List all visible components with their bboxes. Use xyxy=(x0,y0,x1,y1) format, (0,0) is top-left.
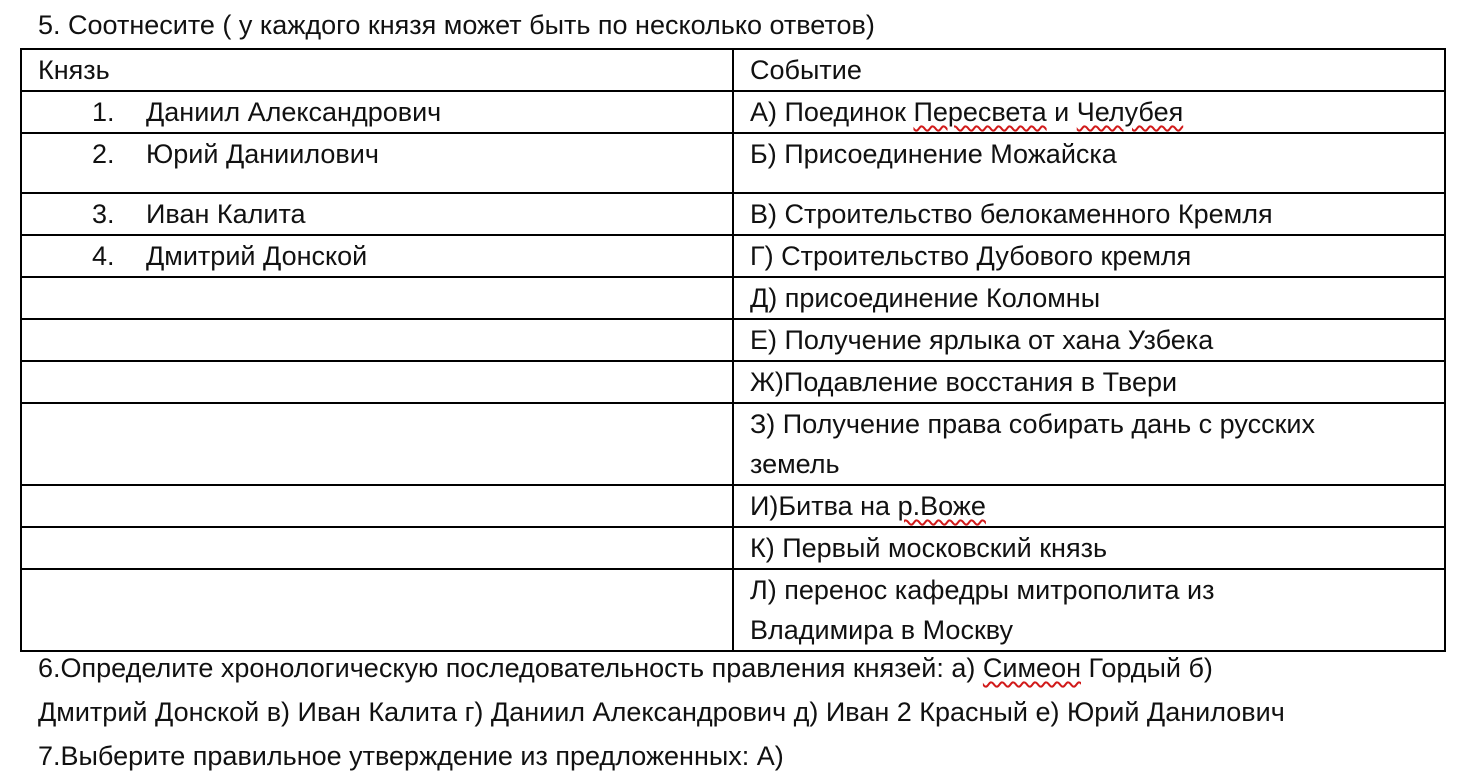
empty-cell xyxy=(21,277,733,319)
event-cell: Б) Присоединение Можайска xyxy=(733,133,1445,193)
spellcheck-word: Симеон xyxy=(982,653,1081,683)
event-text: и xyxy=(1046,97,1077,127)
table-row xyxy=(21,569,1445,651)
prince-number: 2. xyxy=(92,139,115,169)
event-cell xyxy=(733,91,1445,133)
table-row xyxy=(21,235,1445,277)
table-row xyxy=(21,485,1445,527)
event-cell: Е) Получение ярлыка от хана Узбека xyxy=(733,319,1445,361)
prince-name: Дмитрий Донской xyxy=(146,241,368,271)
empty-cell xyxy=(21,569,733,651)
table-header-row xyxy=(21,49,1445,91)
table-row xyxy=(21,319,1445,361)
prince-name: Иван Калита xyxy=(146,199,306,229)
prince-cell xyxy=(21,235,733,277)
prince-number: 3. xyxy=(92,199,115,229)
table-row xyxy=(21,133,1445,193)
prince-name: Юрий Даниилович xyxy=(146,139,379,169)
question-7: 7.Выберите правильное утверждение из предложенных: А) xyxy=(38,741,784,771)
prince-name: Даниил Александрович xyxy=(146,97,442,127)
question-6-text: 6.Определите хронологическую последовательность правления князей: а) xyxy=(38,653,983,683)
event-cell: В) Строительство белокаменного Кремля xyxy=(733,193,1445,235)
event-text: И)Битва на xyxy=(750,491,898,521)
matching-table xyxy=(20,48,1446,652)
event-cell: Д) присоединение Коломны xyxy=(733,277,1445,319)
spellcheck-word: Пересвета xyxy=(913,97,1047,127)
empty-cell xyxy=(21,485,733,527)
prince-cell xyxy=(21,193,733,235)
table-row xyxy=(21,361,1445,403)
prince-cell xyxy=(21,133,733,193)
prince-number: 4. xyxy=(92,241,115,271)
table-row xyxy=(21,193,1445,235)
event-cell: К) Первый московский князь xyxy=(733,527,1445,569)
empty-cell xyxy=(21,527,733,569)
event-cell xyxy=(733,485,1445,527)
table-row xyxy=(21,91,1445,133)
event-text: А) Поединок xyxy=(750,97,914,127)
spellcheck-word: Челубея xyxy=(1076,97,1184,127)
question-5-title: 5. Соотнесите ( у каждого князя может быть по несколько ответов) xyxy=(38,10,875,40)
question-6 xyxy=(38,646,1438,734)
event-cell: Ж)Подавление восстания в Твери xyxy=(733,361,1445,403)
empty-cell xyxy=(21,361,733,403)
table-row xyxy=(21,527,1445,569)
event-cell: Г) Строительство Дубового кремля xyxy=(733,235,1445,277)
event-cell: З) Получение права собирать дань с русских земель xyxy=(733,403,1445,485)
empty-cell xyxy=(21,319,733,361)
table-row xyxy=(21,277,1445,319)
question-6-line-2: Дмитрий Донской в) Иван Калита г) Даниил Александрович д) Иван 2 Красный е) Юрий Данилович xyxy=(38,697,1285,727)
spellcheck-word: р.Воже xyxy=(897,491,986,521)
question-6-text: Гордый б) xyxy=(1081,653,1213,683)
prince-cell xyxy=(21,91,733,133)
event-cell: Л) перенос кафедры митрополита из Владимира в Москву xyxy=(733,569,1445,651)
table-row xyxy=(21,403,1445,485)
empty-cell xyxy=(21,403,733,485)
header-event: Событие xyxy=(733,49,1445,91)
header-prince: Князь xyxy=(21,49,733,91)
question-6-line-1 xyxy=(38,646,1438,690)
prince-number: 1. xyxy=(92,97,115,127)
